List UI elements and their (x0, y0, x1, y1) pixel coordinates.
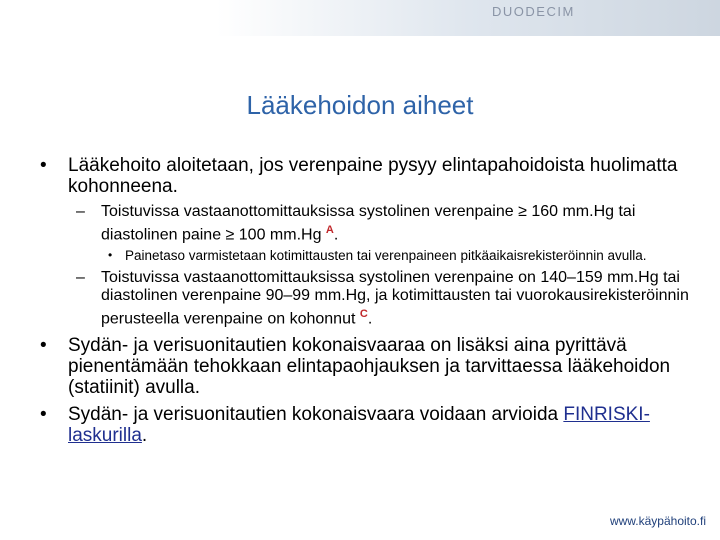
slide-title: Lääkehoidon aiheet (246, 90, 474, 120)
sub-bullet-1-end: . (333, 226, 339, 244)
brand-logo: DUODECIM (492, 4, 575, 19)
bullet-3-end: . (141, 424, 148, 446)
sub-bullet-1-text: Toistuvissa vastaanottomittauksissa systolinen verenpaine ≥ 160 mm.Hg tai diastolinen paine ≥ 100 mm.Hg (101, 203, 636, 244)
sub-bullet-2 (76, 269, 700, 328)
bullet-marker: • (40, 403, 47, 425)
bullet-1-text: Lääkehoito aloitetaan, jos verenpaine pysyy elintapahoidoista huolimatta kohonneena. (68, 155, 678, 197)
bullet-3 (40, 404, 700, 446)
dash-marker: – (76, 269, 85, 287)
finriski-link[interactable]: FINRISKI-laskurilla (68, 403, 650, 446)
bullet-1 (40, 155, 700, 197)
sub-bullet-2-end: . (367, 310, 373, 328)
dash-marker: – (76, 203, 85, 220)
bullet-3-text: Sydän- ja verisuonitautien kokonaisvaara voidaan arvioida (68, 403, 564, 425)
bullet-2-text: Sydän- ja verisuonitautien kokonaisvaaraa on lisäksi aina pyrittävä pienentämään tehokkaan elintapaohjauksen ja tarvittaessa lääkehoidon (statiinit) avulla. (68, 334, 671, 398)
evidence-grade-c: C (359, 308, 368, 321)
sub-sub-bullet-1-text: Painetaso varmistetaan kotimittausten tai verenpaineen pitkäaikaisrekisteröinnin avulla. (125, 248, 647, 264)
bullet-2 (40, 335, 700, 398)
footer-url: www.käypähoito.fi (609, 514, 706, 528)
sub-bullet-1 (76, 203, 700, 244)
bullet-marker: • (40, 155, 47, 176)
evidence-grade-a: A (325, 224, 334, 236)
bullet-marker: • (108, 248, 113, 263)
sub-bullet-2-text: Toistuvissa vastaanottomittauksissa systolinen verenpaine on 140–159 mm.Hg tai diastolinen verenpaine 90–99 mm.Hg, ja kotimittausten tai vuorokausirekisteröinnin perusteella verenpaine on kohonnut (101, 269, 689, 328)
bullet-marker: • (40, 334, 47, 356)
slide-content (40, 155, 700, 452)
header-bar (0, 0, 720, 36)
sub-sub-bullet-1 (108, 248, 700, 263)
